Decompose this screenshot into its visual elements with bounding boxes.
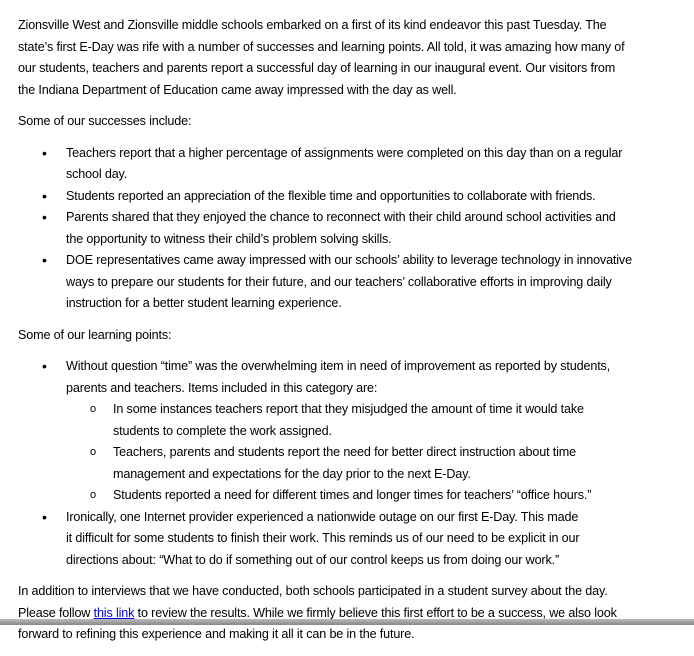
document-body [18, 15, 694, 656]
window-bottom-edge [0, 619, 694, 625]
sub-list-item [18, 485, 694, 507]
text-line: Teachers report that a higher percentage of assignments were completed on this day than on a regular [66, 145, 623, 160]
text-line: school day. [66, 167, 128, 181]
text-line: ways to prepare our students for their future, and our teachers’ collaborative efforts in improving daily [66, 274, 612, 289]
text-line: instruction for a better student learning experience. [66, 296, 342, 310]
text-line: In some instances teachers report that they misjudged the amount of time it would take [113, 402, 584, 416]
text-fragment: Please follow [18, 605, 94, 620]
bullet-icon: • [42, 358, 47, 374]
list-item [18, 250, 694, 315]
sub-list-item [18, 442, 694, 485]
survey-results-link[interactable]: this link [93, 605, 135, 620]
bullet-icon: • [42, 508, 47, 525]
circle-bullet-icon: o [90, 446, 96, 458]
text-line: our students, teachers and parents report a successful day of learning in our inaugural event. Our visitors from [18, 61, 616, 75]
bullet-icon: • [42, 144, 47, 161]
text-line: it difficult for some students to finish their work. This reminds us of our need to be explicit in our [66, 531, 580, 545]
text-line: the opportunity to witness their child’s problem solving skills. [66, 231, 392, 246]
successes-list [18, 143, 694, 315]
circle-bullet-icon: o [90, 403, 96, 415]
bullet-icon: • [42, 209, 47, 225]
learning-list [18, 356, 694, 571]
text-line: Ironically, one Internet provider experienced a nationwide outage on our first E-Day. This made [66, 509, 579, 524]
text-line: Students reported an appreciation of the flexible time and opportunities to collaborate with friends. [66, 188, 596, 203]
text-line: Students reported a need for different times and longer times for teachers’ “office hours.” [113, 488, 592, 502]
learning-heading: Some of our learning points: [18, 327, 172, 342]
text-line: parents and teachers. Items included in this category are: [66, 380, 378, 395]
successes-heading: Some of our successes include: [18, 114, 192, 128]
text-line: Zionsville West and Zionsville middle schools embarked on a first of its kind endeavor this past Tuesday. The [18, 18, 607, 32]
bullet-icon: • [42, 252, 47, 268]
text-line: DOE representatives came away impressed with our schools’ ability to leverage technology in innovative [66, 253, 632, 267]
text-line: state’s first E-Day was rife with a number of successes and learning points. All told, it was amazing how many of [18, 39, 625, 54]
text-line: the Indiana Department of Education came away impressed with the day as well. [18, 82, 457, 97]
list-item [18, 143, 694, 186]
closing-paragraph [18, 581, 694, 646]
list-item [18, 186, 694, 208]
circle-bullet-icon: o [90, 489, 96, 501]
list-item [18, 507, 694, 572]
text-line: management and expectations for the day prior to the next E-Day. [113, 466, 471, 481]
text-line: Parents shared that they enjoyed the chance to reconnect with their child around school activities and [66, 210, 616, 224]
text-line: forward to refining this experience and making it all it can be in the future. [18, 627, 415, 641]
text-line: students to complete the work assigned. [113, 423, 332, 438]
bullet-icon: • [42, 187, 47, 204]
text-line: Without question “time” was the overwhelming item in need of improvement as reported by students, [66, 359, 611, 373]
sub-list-item [18, 399, 694, 442]
text-line: In addition to interviews that we have conducted, both schools participated in a student survey about the day. [18, 584, 608, 598]
text-line: directions about: “What to do if something out of our control keeps us from doing our work.” [66, 552, 560, 567]
intro-paragraph [18, 15, 694, 101]
list-item [18, 356, 694, 399]
text-fragment: to review the results. While we firmly believe this first effort to be a success, we also look [134, 605, 617, 620]
text-line: Teachers, parents and students report the need for better direct instruction about time [113, 445, 576, 459]
list-item [18, 207, 694, 250]
